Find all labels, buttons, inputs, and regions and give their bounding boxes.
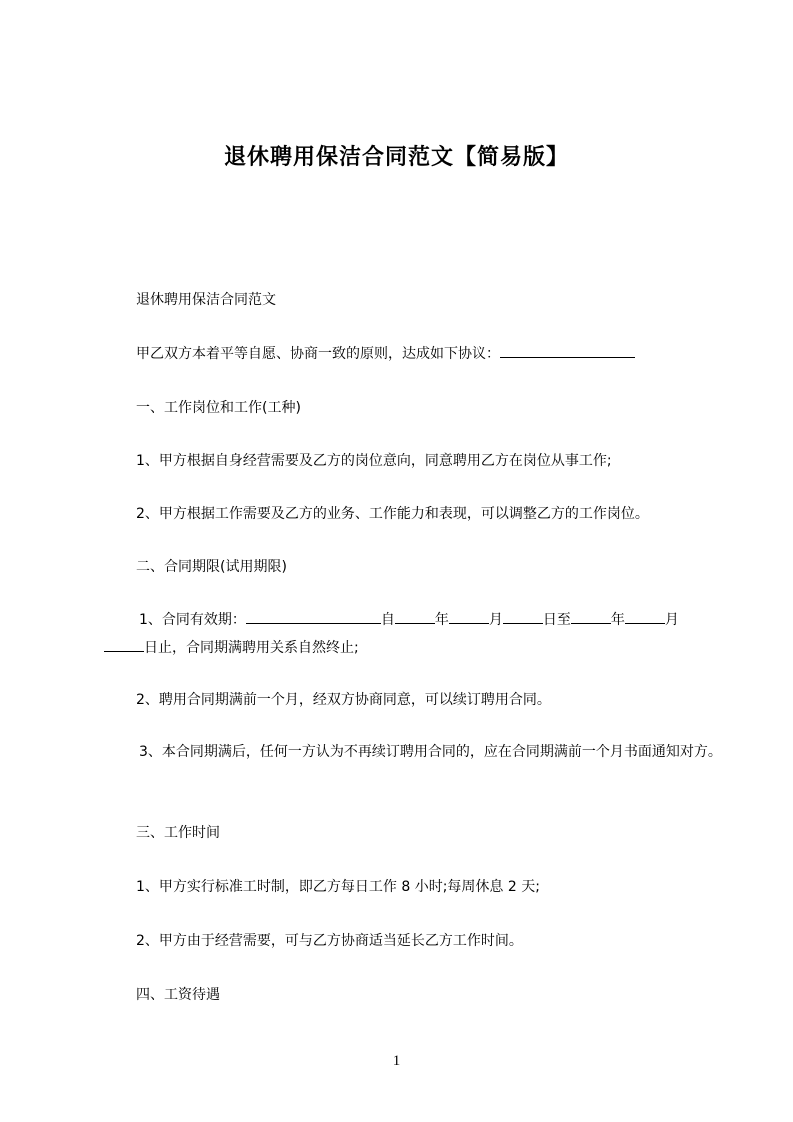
intro-text: 甲乙双方本着平等自愿、协商一致的原则，达成如下协议：	[136, 346, 500, 362]
start-month-blank[interactable]	[449, 609, 489, 624]
section1-heading: 一、工作岗位和工作(工种)	[136, 400, 301, 416]
month-label: 月	[488, 612, 503, 628]
section2-heading: 二、合同期限(试用期限)	[136, 559, 287, 575]
intro-paragraph	[104, 339, 746, 369]
start-day-blank[interactable]	[503, 609, 543, 624]
section2-item3: 3、本合同期满后，任何一方认为不再续订聘用合同的，应在合同期满前一个月书面通知对方。	[139, 744, 722, 760]
section1-item2: 2、甲方根据工作需要及乙方的业务、工作能力和表现，可以调整乙方的工作岗位。	[136, 506, 649, 522]
end-year-blank[interactable]	[571, 609, 611, 624]
year-label: 年	[434, 612, 449, 628]
section2-item2: 2、聘用合同期满前一个月，经双方协商同意，可以续订聘用合同。	[136, 692, 551, 708]
section2-item1-line2	[104, 633, 714, 663]
month2-label: 月	[664, 612, 679, 628]
from-label: 自	[380, 612, 395, 628]
end-day-blank[interactable]	[104, 637, 144, 652]
section4-heading: 四、工资待遇	[136, 987, 220, 1003]
document-subtitle: 退休聘用保洁合同范文	[136, 292, 276, 308]
contract-validity-label: 1、合同有效期：	[139, 612, 246, 628]
section3-heading: 三、工作时间	[136, 825, 220, 841]
section2-item1-line1	[104, 605, 749, 635]
start-year-blank[interactable]	[395, 609, 435, 624]
document-title: 退休聘用保洁合同范文【简易版】	[223, 145, 569, 170]
validity-blank[interactable]	[246, 609, 381, 624]
year2-label: 年	[610, 612, 625, 628]
page-number: 1	[392, 1053, 401, 1069]
section3-item2: 2、甲方由于经营需要，可与乙方协商适当延长乙方工作时间。	[136, 933, 523, 949]
section1-item1: 1、甲方根据自身经营需要及乙方的岗位意向，同意聘用乙方在岗位从事工作;	[136, 453, 612, 469]
section3-item1: 1、甲方实行标准工时制，即乙方每日工作 8 小时;每周休息 2 天;	[136, 879, 540, 895]
end-month-blank[interactable]	[625, 609, 665, 624]
day-to-label: 日至	[542, 612, 571, 628]
contract-end-text: 日止，合同期满聘用关系自然终止;	[144, 640, 359, 656]
intro-blank-line[interactable]	[500, 343, 635, 358]
